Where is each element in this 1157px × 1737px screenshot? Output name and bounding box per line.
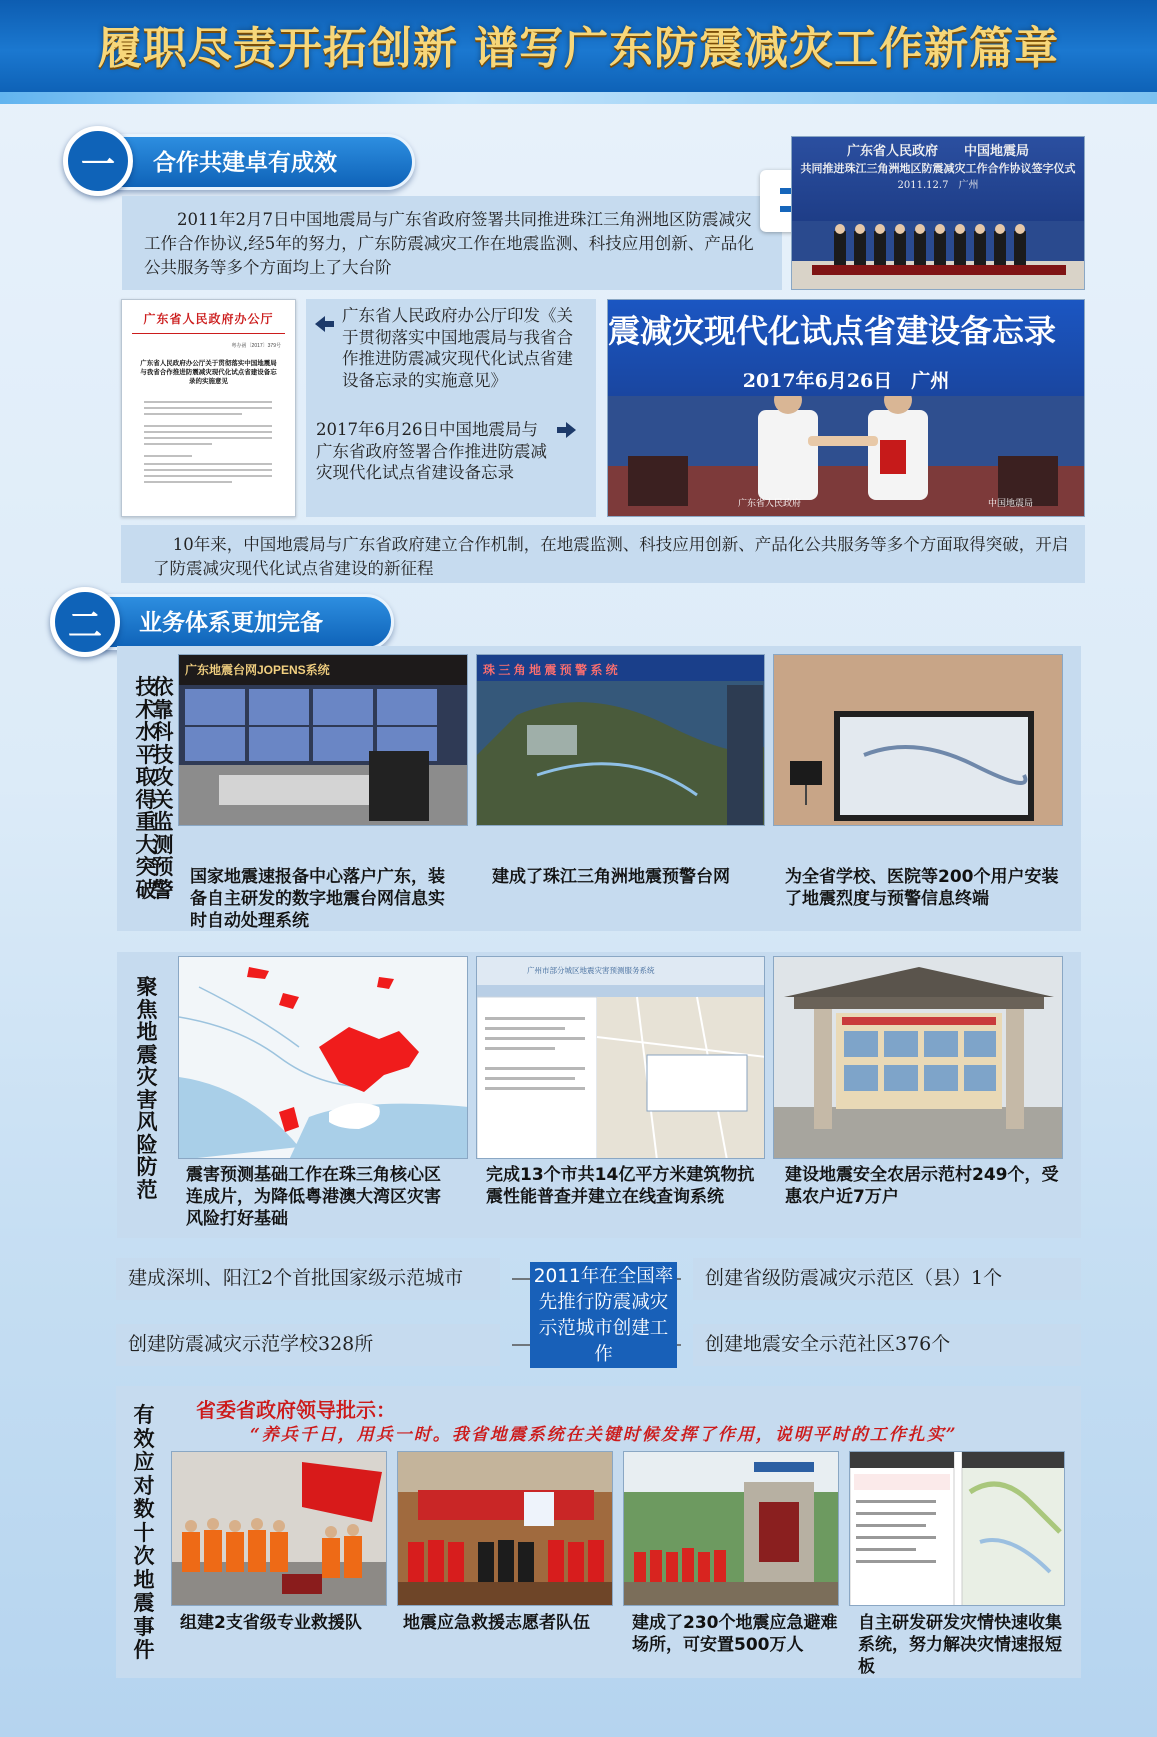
monitoring-label-col1: 依靠科技攻关监测预警 <box>152 675 174 902</box>
hazard-map-caption: 震害预测基础工作在珠三角核心区连成片，为降低粤港澳大湾区灾害风险打好基础 <box>186 1165 441 1229</box>
demo-left-bottom: 创建防震减灾示范学校328所 <box>116 1324 500 1366</box>
shelter-caption: 建成了230个地震应急避难场所，可安置500万人 <box>632 1613 838 1655</box>
volunteers-photo <box>397 1451 613 1606</box>
demo-left-top: 建成深圳、阳江2个首批国家级示范城市 <box>116 1258 500 1300</box>
volunteers-image <box>398 1452 613 1606</box>
section2-tab <box>76 594 394 650</box>
terminal-caption: 为全省学校、医院等200个用户安装了地震烈度与预警信息终端 <box>785 867 1059 909</box>
monitoring-label-col2: 技术水平取得重大突破 <box>135 675 157 902</box>
section1-notes-panel <box>306 299 596 517</box>
section1-number: 一 <box>63 126 133 196</box>
village-board-image <box>774 957 1063 1159</box>
terminal-image <box>774 655 1063 826</box>
disaster-app-photo <box>849 1451 1065 1606</box>
section1-tab <box>90 134 415 190</box>
header-stripe <box>0 92 1157 104</box>
signing-2011-line1: 广东省人民政府 中国地震局 <box>846 144 1029 159</box>
note-memorandum-signed: 2017年6月26日中国地震局与广东省政府签署合作推进防震减灾现代化试点省建设备忘录 <box>316 420 547 482</box>
note-document-issued: 广东省人民政府办公厅印发《关于贯彻落实中国地震局与我省合作推进防震减灾现代化试点省建设备忘录的实施意见》 <box>342 306 573 390</box>
memorandum-2017-photo <box>607 299 1085 517</box>
signing-2011-people-image <box>792 221 1085 290</box>
official-document-thumbnail <box>121 299 296 517</box>
response-label: 有效应对数十次地震事件 <box>133 1403 155 1662</box>
query-system-screen-text: 广州市部分城区地震灾害预测服务系统 <box>527 966 655 975</box>
memorandum-date: 2017年6月26日 广州 <box>742 370 950 392</box>
signing-2011-line3: 2011.12.7 广州 <box>897 180 979 191</box>
control-room-image <box>179 655 468 826</box>
rescue-team-image <box>172 1452 387 1606</box>
rescue-team-caption: 组建2支省级专业救援队 <box>180 1613 362 1633</box>
sign-left-label: 广东省人民政府 <box>738 498 802 508</box>
section1-summary-text: 10年来，中国地震局与广东省政府建立合作机制，在地震监测、科技应用创新、产品化公共服务等多个方面取得突破，开启了防震减灾现代化试点省建设的新征程 <box>153 535 1069 578</box>
document-header: 广东省人民政府办公厅 <box>143 312 274 326</box>
section1-intro-panel <box>122 196 782 290</box>
signing-2011-line2: 共同推进珠江三角洲地区防震减灾工作合作协议签字仪式 <box>800 162 1076 175</box>
early-warning-caption: 建成了珠江三角洲地震预警台网 <box>492 867 730 887</box>
hazard-map-image <box>179 957 468 1159</box>
query-system-image <box>477 957 765 1159</box>
memorandum-banner: 震减灾现代化试点省建设备忘录 <box>608 312 1057 350</box>
page-title: 履职尽责开拓创新 谱写广东防震减灾工作新篇章 <box>97 23 1060 74</box>
document-title: 广东省人民政府办公厅关于贯彻落实中国地震局与我省合作推进防震减灾现代化试点省建设备忘录的实施意见 <box>140 360 277 385</box>
document-number: 粤办函〔2017〕379号 <box>231 343 281 349</box>
demo-right-top: 创建省级防震减灾示范区（县）1个 <box>693 1258 1081 1300</box>
rescue-team-photo <box>171 1451 387 1606</box>
arrow-right-icon <box>556 419 578 441</box>
shelter-image <box>624 1452 839 1606</box>
sign-right-label: 中国地震局 <box>988 498 1034 508</box>
hazard-map-photo <box>178 956 468 1159</box>
risk-label: 聚焦地震灾害风险防范 <box>136 975 158 1202</box>
arrow-left-icon <box>313 313 335 335</box>
disaster-app-caption: 自主研发研发灾情快速收集系统，努力解决灾情速报短板 <box>858 1613 1062 1677</box>
volunteers-caption: 地震应急救援志愿者队伍 <box>403 1613 590 1633</box>
early-warning-wall-photo <box>476 654 765 826</box>
early-warning-map-image <box>477 655 765 826</box>
document-body-lines <box>122 394 295 504</box>
early-warning-screen-text: 珠 三 角 地 震 预 警 系 统 <box>483 663 618 677</box>
section2-number: 二 <box>50 587 120 657</box>
demo-center-box: 2011年在全国率先推行防震减灾示范城市创建工作 <box>530 1262 677 1368</box>
village-board-caption: 建设地震安全农居示范村249个，受惠农户近7万户 <box>785 1165 1059 1207</box>
section1-title: 合作共建卓有成效 <box>153 149 337 175</box>
section1-summary-panel <box>121 525 1085 583</box>
section1-intro-text: 2011年2月7日中国地震局与广东省政府签署共同推进珠江三角洲地区防震减灾工作合作协议,经5年的努力，广东防震减灾工作在地震监测、科技应用创新、产品化公共服务等多个方面均上了大台阶 <box>144 210 754 277</box>
terminal-photo <box>773 654 1063 826</box>
section2-title: 业务体系更加完备 <box>139 609 323 635</box>
village-board-photo <box>773 956 1063 1159</box>
jopens-caption: 国家地震速报备中心落户广东，装备自主研发的数字地震台网信息实时自动处理系统 <box>190 867 445 931</box>
query-system-caption: 完成13个市共14亿平方米建筑物抗震性能普查并建立在线查询系统 <box>486 1165 755 1207</box>
disaster-app-image <box>850 1452 1065 1606</box>
demo-right-bottom: 创建地震安全示范社区376个 <box>693 1324 1081 1366</box>
signing-2011-photo <box>791 136 1085 290</box>
jopens-center-photo <box>178 654 468 826</box>
instruction-quote: “养兵千日，用兵一时。我省地震系统在关键时候发挥了作用，说明平时的工作扎实” <box>250 1425 958 1445</box>
instruction-title: 省委省政府领导批示： <box>196 1398 396 1422</box>
jopens-screen-text: 广东地震台网JOPENS系统 <box>185 663 330 677</box>
query-system-photo <box>476 956 765 1159</box>
shelter-photo <box>623 1451 839 1606</box>
